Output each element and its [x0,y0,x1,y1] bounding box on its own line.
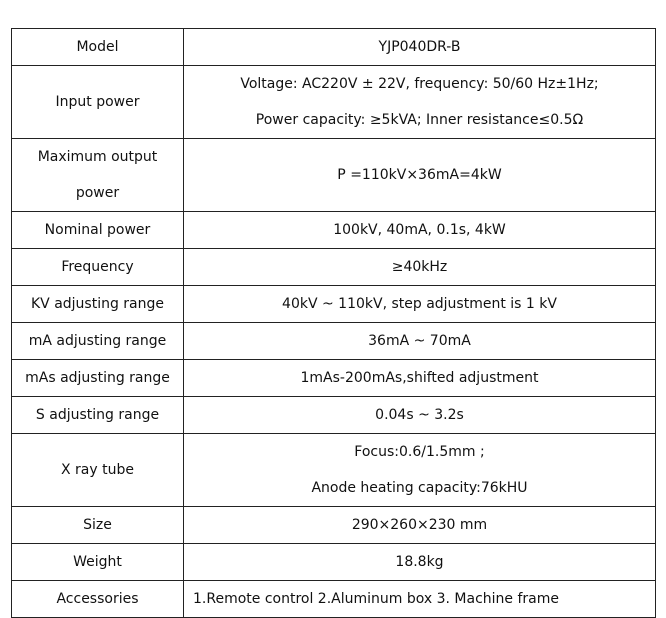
row-value [184,286,656,323]
label-text: power [75,185,120,201]
label-text: Size [83,517,112,533]
label-text: Nominal power [44,222,151,238]
row-value [184,29,656,66]
row-value [184,323,656,360]
label-text: Model [76,39,119,55]
value-text: 40kV ~ 110kV, step adjustment is 1 kV [282,296,557,312]
row-label [12,544,184,581]
value-text: 290×260×230 mm [351,517,488,533]
table-row-nominal-power [12,212,656,249]
table-row-ma-adjusting-range [12,323,656,360]
value-text: Voltage: AC220V ± 22V, frequency: 50/60 Hz±1Hz; [240,76,599,92]
value-text: 0.04s ~ 3.2s [375,407,464,423]
label-text: Input power [55,94,140,110]
label-text: Frequency [61,259,134,275]
row-label [12,360,184,397]
specification-table [11,28,656,618]
row-label [12,139,184,212]
row-value [184,544,656,581]
table-row-kv-adjusting-range [12,286,656,323]
row-value [184,212,656,249]
table-row-x-ray-tube [12,434,656,507]
label-text: mA adjusting range [28,333,167,349]
row-label [12,212,184,249]
value-text: P =110kV×36mA=4kW [337,167,502,183]
row-value [184,139,656,212]
table-row-size [12,507,656,544]
value-text: Focus:0.6/1.5mm ; [354,444,485,460]
value-text: 36mA ~ 70mA [368,333,471,349]
row-value [184,581,656,618]
row-value [184,66,656,139]
row-label [12,581,184,618]
row-label [12,434,184,507]
value-text: ≥40kHz [391,259,448,275]
row-label [12,249,184,286]
row-value [184,249,656,286]
value-text: Power capacity: ≥5kVA; Inner resistance≤0.5Ω [255,112,584,128]
row-value [184,397,656,434]
row-label [12,29,184,66]
row-label [12,323,184,360]
label-text: S adjusting range [35,407,160,423]
value-text: Anode heating capacity:76kHU [311,480,528,496]
row-value [184,360,656,397]
table-row-s-adjusting-range [12,397,656,434]
row-label [12,286,184,323]
label-text: Maximum output [37,149,158,165]
value-text: 18.8kg [395,554,444,570]
table-row-model [12,29,656,66]
label-text: Accessories [56,591,139,607]
row-label [12,397,184,434]
label-text: Weight [73,554,122,570]
row-label [12,507,184,544]
label-text: KV adjusting range [30,296,165,312]
table-row-frequency [12,249,656,286]
table-row-input-power [12,66,656,139]
label-text: mAs adjusting range [25,370,170,386]
table-row-mas-adjusting-range [12,360,656,397]
row-value [184,434,656,507]
table-row-accessories [12,581,656,618]
label-text: X ray tube [61,462,134,478]
row-label [12,66,184,139]
value-text: 1.Remote control 2.Aluminum box 3. Machine frame [193,591,559,607]
row-value [184,507,656,544]
value-text: 1mAs-200mAs,shifted adjustment [300,370,539,386]
value-text: YJP040DR-B [378,39,461,55]
table-row-weight [12,544,656,581]
value-text: 100kV, 40mA, 0.1s, 4kW [333,222,506,238]
table-row-maximum-output-power [12,139,656,212]
